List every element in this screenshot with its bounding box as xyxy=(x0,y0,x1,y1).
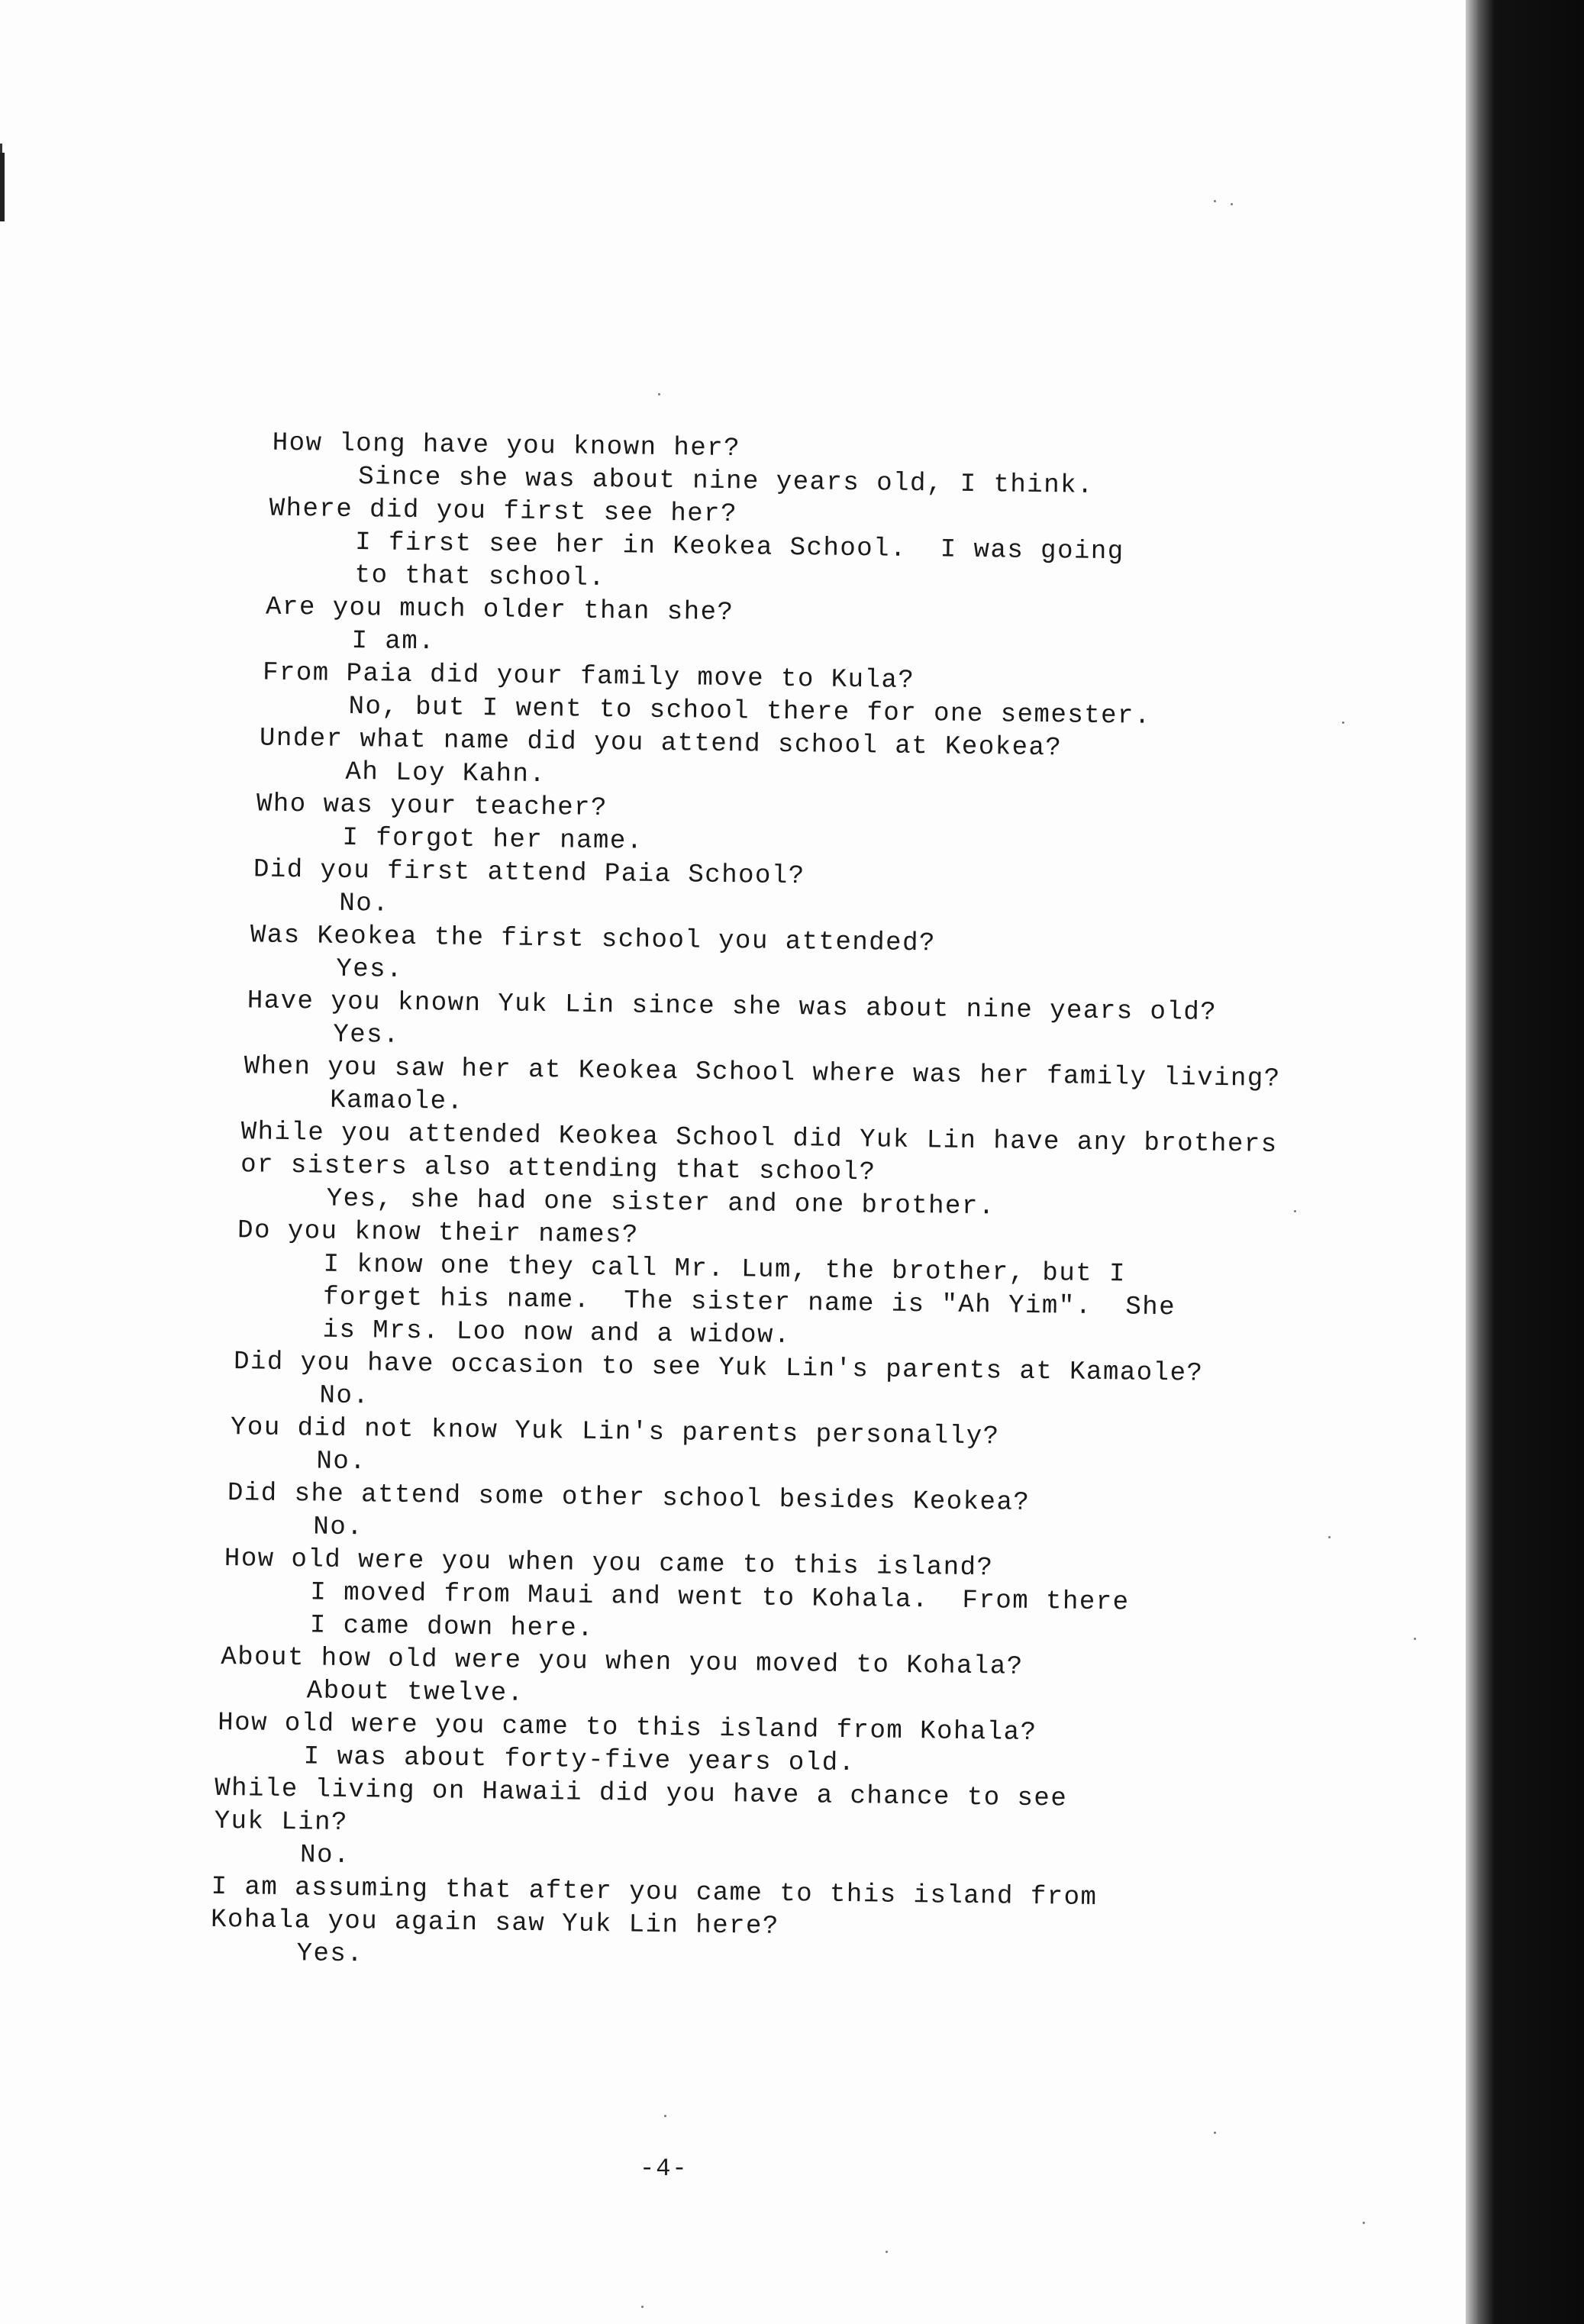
answer-line: No. xyxy=(319,1381,370,1412)
scan-speck xyxy=(641,2306,644,2308)
scan-speck xyxy=(886,2251,888,2253)
scanner-dark-edge xyxy=(1466,0,1584,2324)
answer-line: About twelve. xyxy=(306,1677,524,1709)
scan-speck xyxy=(658,393,660,395)
question-line: Are you much older than she? xyxy=(265,592,734,628)
question-line: Kohala you again saw Yuk Lin here? xyxy=(210,1905,780,1942)
answer-line: Kamaole. xyxy=(330,1086,464,1117)
scan-speck xyxy=(1363,2222,1365,2224)
answer-line: forget his name. The sister name is "Ah Yim". She xyxy=(322,1283,1176,1323)
question-line: I am assuming that after you came to this island from xyxy=(211,1872,1098,1913)
question-line: When you saw her at Keokea School where was her family living? xyxy=(244,1052,1281,1094)
answer-line: Since she was about nine years old, I think. xyxy=(357,463,1095,501)
question-line: Where did you first see her? xyxy=(269,494,738,530)
question-line: About how old were you when you moved to Kohala? xyxy=(221,1642,1024,1682)
answer-line: Yes. xyxy=(336,954,404,985)
question-line: How old were you came to this island from Kohala? xyxy=(218,1708,1037,1748)
answer-line: is Mrs. Loo now and a widow. xyxy=(322,1315,792,1351)
answer-line: No. xyxy=(313,1512,364,1543)
answer-line: I know one they call Mr. Lum, the brother, but I xyxy=(323,1250,1127,1289)
question-line: While living on Hawaii did you have a chance to see xyxy=(214,1774,1068,1814)
answer-line: to that school. xyxy=(354,561,606,594)
question-line: Have you known Yuk Lin since she was about nine years old? xyxy=(247,986,1218,1028)
question-line: Was Keokea the first school you attended? xyxy=(250,921,937,959)
answer-line: Yes, she had one sister and one brother. xyxy=(326,1184,995,1222)
answer-line: Ah Loy Kahn. xyxy=(345,757,547,790)
question-line: Who was your teacher? xyxy=(256,789,608,824)
scan-speck xyxy=(664,2115,666,2117)
scan-speck xyxy=(1214,2132,1216,2134)
answer-line: I forgot her name. xyxy=(342,823,644,857)
scan-speck xyxy=(1294,1210,1296,1212)
scan-speck xyxy=(1414,1638,1416,1640)
answer-line: No. xyxy=(339,889,390,919)
question-line: Under what name did you attend school at Keokea? xyxy=(259,724,1063,763)
answer-line: No, but I went to school there for one semester. xyxy=(348,692,1152,731)
answer-line: I first see her in Keokea School. I was going xyxy=(354,528,1124,567)
answer-line: I was about forty-five years old. xyxy=(303,1742,856,1779)
question-line: While you attended Keokea School did Yuk Lin have any brothers xyxy=(240,1118,1278,1160)
answer-line: Yes. xyxy=(333,1020,401,1051)
scan-speck xyxy=(1231,203,1233,205)
question-line: Yuk Lin? xyxy=(214,1806,349,1838)
question-line: or sisters also attending that school? xyxy=(240,1151,876,1188)
scan-speck xyxy=(1328,1536,1331,1538)
question-line: You did not know Yuk Lin's parents personally? xyxy=(230,1413,1000,1452)
answer-line: I am. xyxy=(351,626,436,657)
answer-line: No. xyxy=(299,1841,351,1871)
question-line: Do you know their names? xyxy=(237,1216,640,1251)
scan-speck xyxy=(1214,200,1216,202)
answer-line: I came down here. xyxy=(309,1611,595,1644)
page-number: -4- xyxy=(640,2155,689,2183)
question-line: From Paia did your family move to Kula? xyxy=(262,658,915,696)
question-line: Did you first attend Paia School? xyxy=(253,855,805,892)
question-line: How long have you known her? xyxy=(272,428,741,464)
question-line: Did you have occasion to see Yuk Lin's parents at Kamaole? xyxy=(233,1348,1204,1389)
answer-line: Yes. xyxy=(296,1939,364,1970)
question-line: Did she attend some other school besides Keokea? xyxy=(227,1479,1031,1518)
answer-line: No. xyxy=(316,1447,367,1477)
answer-line: I moved from Maui and went to Kohala. From there xyxy=(310,1578,1130,1618)
question-line: How old were you when you came to this island? xyxy=(224,1544,994,1583)
scan-speck xyxy=(1342,721,1344,724)
